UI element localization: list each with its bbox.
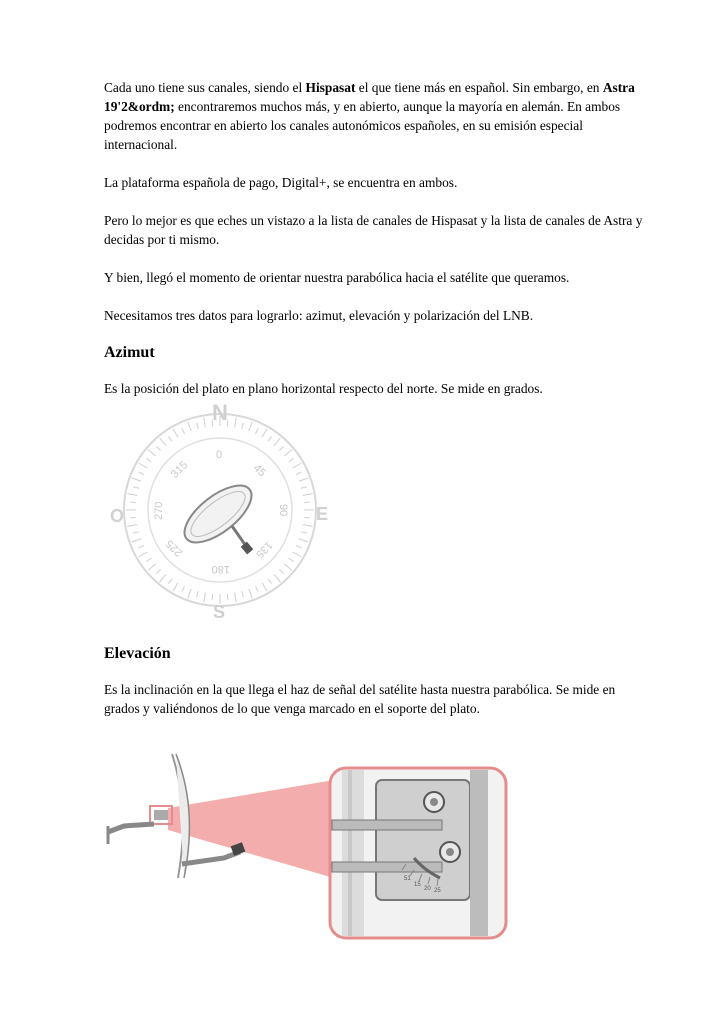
compass-north: N xyxy=(212,400,228,425)
paragraph-orientar: Y bien, llegó el momento de orientar nuestra parabólica hacia el satélite que queramos. xyxy=(104,270,570,285)
dish-top-view xyxy=(175,475,260,554)
compass-tick xyxy=(139,463,148,468)
compass-tick xyxy=(127,525,137,527)
compass-tick xyxy=(262,429,267,438)
compass-tick xyxy=(249,589,252,598)
compass-tick xyxy=(242,591,244,597)
compass-tick xyxy=(284,564,292,570)
elevation-section xyxy=(104,644,644,718)
paragraph-lista: Pero lo mejor es que eches un vistazo a la lista de canales de Hispasat y la lista de canales de Astra y decidas por ti mismo. xyxy=(104,213,643,247)
compass-tick xyxy=(274,574,280,582)
scale-label-25: 25 xyxy=(434,888,441,894)
compass-tick xyxy=(148,564,156,570)
compass-west: O xyxy=(110,506,125,526)
degree-270: 270 xyxy=(153,501,165,520)
degree-135: 135 xyxy=(253,538,275,561)
compass-tick xyxy=(160,438,166,446)
compass-tick xyxy=(255,428,258,433)
paragraph-datos: Necesitamos tres datos para lograrlo: azimut, elevación y polarización del LNB. xyxy=(104,308,534,323)
compass-south: S xyxy=(213,602,226,622)
compass-tick xyxy=(289,558,294,561)
compass-tick xyxy=(242,423,244,429)
compass-tick xyxy=(188,422,191,431)
compass-tick xyxy=(249,422,252,431)
compass-tick xyxy=(293,463,302,468)
compass-tick xyxy=(197,423,199,429)
paragraph-elevacion: Es la inclinación en la que llega el haz de señal del satélite hasta nuestra parabólica. Se mide en grados y valiéndonos de lo que venga marcado en el soporte del plato. xyxy=(104,682,616,716)
degree-315: 315 xyxy=(168,459,191,481)
compass-tick xyxy=(182,428,185,433)
compass-tick xyxy=(168,436,171,441)
compass-tick xyxy=(262,583,267,592)
compass-tick xyxy=(296,545,301,548)
compass-tick xyxy=(204,593,206,603)
compass-tick xyxy=(173,583,178,592)
paragraph-plataforma: La plataforma española de pago, Digital+, se encuentra en ambos. xyxy=(104,175,458,190)
scale-label-20: 20 xyxy=(424,886,431,892)
compass-tick xyxy=(160,574,166,582)
compass-tick xyxy=(212,594,213,600)
compass-tick xyxy=(156,569,160,573)
compass-tick xyxy=(303,525,313,527)
degree-225: 225 xyxy=(163,537,186,559)
compass-tick xyxy=(132,539,141,542)
compass-tick xyxy=(304,502,310,503)
heading-azimut: Azimut xyxy=(104,344,155,361)
compass-tick xyxy=(296,472,301,475)
heading-elevacion: Elevación xyxy=(104,645,171,662)
compass-tick xyxy=(130,502,136,503)
compass-tick xyxy=(299,539,308,542)
compass-tick xyxy=(274,438,280,446)
text-run: encontraremos muchos más, y en abierto, aunque la mayoría en alemán. En ambos podremos encontrar en abierto los canales autonómicos españoles, en su emisión especial internacional. xyxy=(104,99,621,152)
compass-tick xyxy=(279,569,283,573)
compass-tick xyxy=(130,517,136,518)
compass-tick xyxy=(293,552,302,557)
compass-tick xyxy=(227,594,228,600)
compass-tick xyxy=(197,591,199,597)
compass-figure xyxy=(94,398,356,626)
paragraph-canales xyxy=(104,78,644,154)
compass-tick xyxy=(133,532,139,534)
compass-tick xyxy=(303,494,313,496)
elevation-figure xyxy=(94,740,524,940)
compass-tick xyxy=(133,487,139,489)
compass-tick xyxy=(268,436,271,441)
compass-tick xyxy=(173,429,178,438)
scale-label-15: 15 xyxy=(414,882,421,888)
compass-tick xyxy=(235,417,237,427)
compass-tick xyxy=(138,472,143,475)
compass-tick xyxy=(127,494,137,496)
compass-tick xyxy=(204,417,206,427)
compass-tick xyxy=(304,517,310,518)
compass-tick xyxy=(279,446,283,450)
compass-tick xyxy=(139,552,148,557)
compass-east: E xyxy=(316,504,329,524)
degree-0: 0 xyxy=(216,449,223,461)
document-body xyxy=(104,78,644,398)
compass-tick xyxy=(132,478,141,481)
compass-tick xyxy=(289,458,294,461)
bold-hispasat: Hispasat xyxy=(305,80,356,95)
compass-tick xyxy=(156,446,160,450)
compass-tick xyxy=(255,586,258,591)
paragraph-azimut: Es la posición del plato en plano horizontal respecto del norte. Se mide en grados. xyxy=(104,381,543,396)
compass-tick xyxy=(301,487,307,489)
text-run: el que tiene más en español. Sin embargo, en xyxy=(355,80,603,95)
compass-tick xyxy=(235,593,237,603)
degree-180: 180 xyxy=(211,563,230,575)
compass-tick xyxy=(146,458,151,461)
compass-tick xyxy=(268,579,271,584)
compass-tick xyxy=(168,579,171,584)
compass-tick xyxy=(188,589,191,598)
compass-tick xyxy=(182,586,185,591)
compass-tick xyxy=(148,450,156,456)
compass-tick xyxy=(301,532,307,534)
compass-tick xyxy=(146,558,151,561)
compass-tick xyxy=(138,545,143,548)
compass-tick xyxy=(284,450,292,456)
degree-90: 90 xyxy=(277,504,289,517)
bold-astra: Astra 19'2&ordm; xyxy=(104,80,635,114)
compass-tick xyxy=(299,478,308,481)
scale-label-51: 51 xyxy=(404,876,411,882)
degree-45: 45 xyxy=(250,462,268,480)
text-run: Cada uno tiene sus canales, siendo el xyxy=(104,80,306,95)
